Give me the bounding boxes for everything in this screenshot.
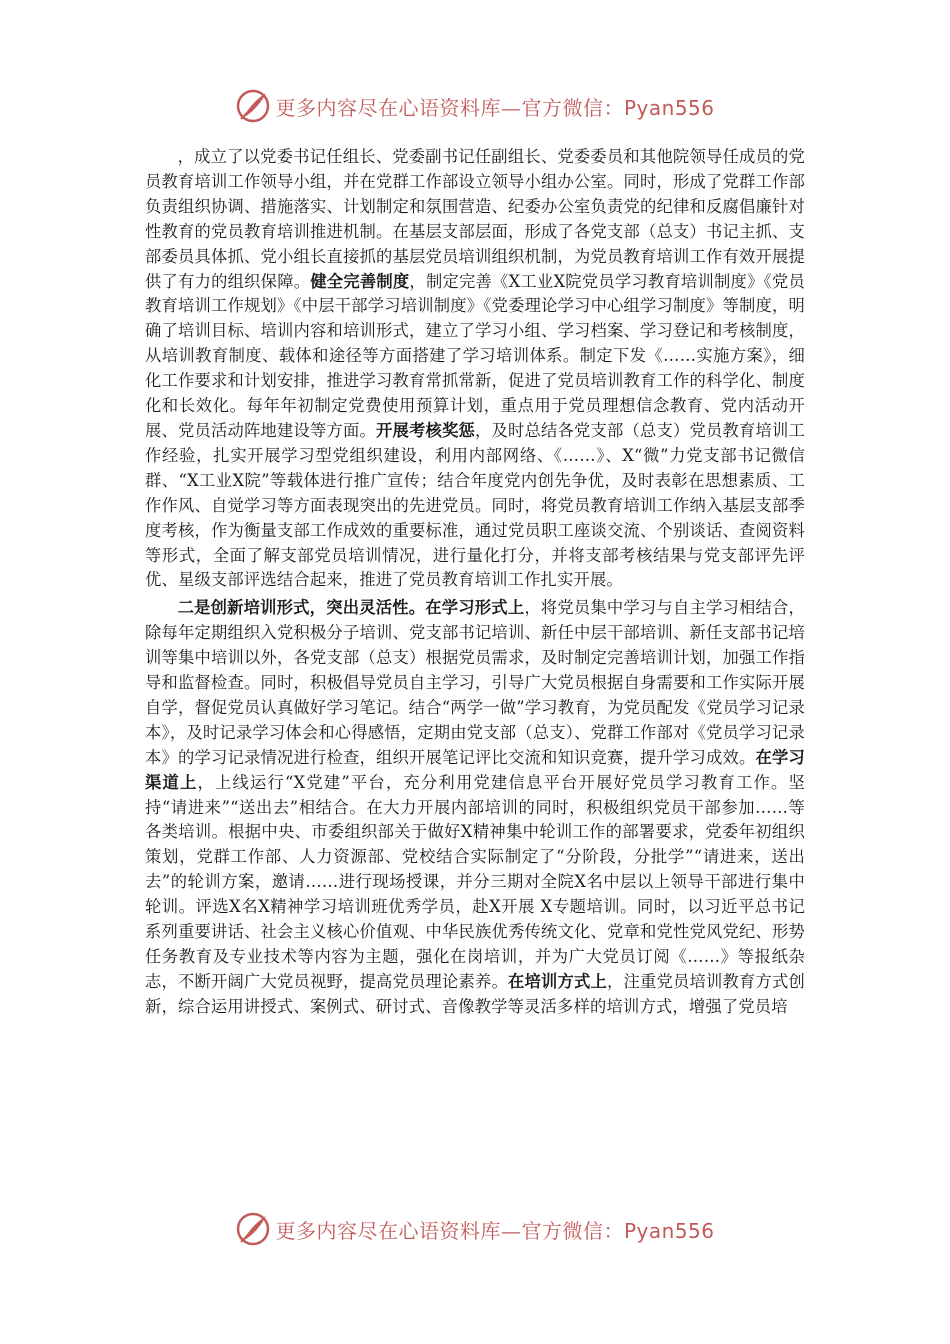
text-run: ，注重党员培训教育方式创新，综合运用讲授式、案例式、研讨式、音像教学等灵活多样的培训方式，增强了党员培 — [145, 971, 806, 1016]
wechat-id: Pyan556 — [623, 95, 715, 120]
watermark-banner-bottom — [0, 1209, 950, 1249]
text-run: ，将党员集中学习与自主学习相结合，除每年定期组织入党积极分子培训、党支部书记培训、新任中层干部培训、新任支部书记培训等集中培训以外，各党支部（总支）根据党员需求，及时制定完善培训计划，加强工作指导和监督检查。同时，积极倡导党员自主学习，引导广大党员根据自身需要和工作实际开展自学，督促党员认真做好学习笔记。结合“两学一做”学习教育，为党员配发《党员学习记录本》，及时记录学习体会和心得感悟，定期由党支部（总支）、党群工作部对《党员学习记录本》的学习记录情况进行检查，组织开展笔记评比交流和知识竞赛，提升学习成效。 — [145, 598, 806, 767]
bold-heading-run: 在学习渠道上 — [145, 747, 805, 792]
paragraph — [145, 145, 805, 593]
watermark-text: 更多内容尽在心语资料库—官方微信：Pyan556 — [275, 95, 715, 120]
text-run: ，及时总结各党支部（总支）党员教育培训工作经验，扎实开展学习型党组织建设，利用内部网络、《……》、X“微”力党支部书记微信群、“X工业X院”等载体进行推广宣传；结合年度党内创先争优，及时表彰在思想素质、工作作风、自觉学习等方面表现突出的先进党员。同时，将党员教育培训工作纳入基层支部季度考核，作为衡量支部工作成效的重要标准，通过党员职工座谈交流、个别谈话、查阅资料等形式，全面了解支部党员培训情况，进行量化打分，并将支部考核结果与党支部评先评优、星级支部评选结合起来，推进了党员教育培训工作扎实开展。 — [145, 420, 805, 590]
bold-heading-run: 健全完善制度 — [310, 271, 410, 291]
bold-heading-run: 二是创新培训形式，突出灵活性。在学习形式上 — [177, 598, 525, 618]
document-body — [145, 145, 805, 1020]
text-run: ，成立了以党委书记任组长、党委副书记任副组长、党委委员和其他院领导任成员的党员教育培训工作领导小组，并在党群工作部设立领导小组办公室。同时，形成了党群工作部负责组织协调、措施落实、计划制定和氛围营造、纪委办公室负责党的纪律和反腐倡廉针对性教育的党员教育培训推进机制。在基层支部层面，形成了各党支部（总支）书记主抓、支部委员具体抓、党小组长直接抓的基层党员培训组织机制，为党员教育培训工作有效开展提供了有力的组织保障。 — [145, 147, 805, 291]
bold-heading-run: 开展考核奖惩 — [376, 420, 475, 440]
text-run: ，上线运行“X党建”平台，充分利用党建信息平台开展好党员学习教育工作。坚持“请进来”“送出去”相结合。在大力开展内部培训的同时，积极组织党员干部参加……等各类培训。根据中央、市委组织部关于做好X精神集中轮训工作的部署要求，党委年初组织策划，党群工作部、人力资源部、党校结合实际制定了“分阶段，分批学”“请进来，送出去”的轮训方案，邀请……进行现场授课，并分三期对全院X名中层以上领导干部进行集中轮训。评选X名X精神学习培训班优秀学员，赴X开展 X专题培训。同时，以习近平总书记系列重要讲话、社会主义核心价值观、中华民族优秀传统文化、党章和党性党风党纪、形势任务教育及专业技术等内容为主题，强化在岗培训，并为广大党员订阅《……》等报纸杂志，不断开阔广大党员视野，提高党员理论素养。 — [145, 772, 805, 991]
wechat-id: Pyan556 — [623, 1218, 715, 1243]
bold-heading-run: 在培训方式上 — [508, 971, 608, 991]
watermark-banner-top — [0, 86, 950, 126]
paragraph — [145, 596, 805, 1019]
quill-logo-icon — [235, 1211, 271, 1247]
watermark-text: 更多内容尽在心语资料库—官方微信：Pyan556 — [275, 1218, 715, 1243]
quill-logo-icon — [235, 88, 271, 124]
text-run: ，制定完善《X工业X院党员学习教育培训制度》《党员教育培训工作规划》《中层干部学习培训制度》《党委理论学习中心组学习制度》等制度，明确了培训目标、培训内容和培训形式，建立了学习小组、学习档案、学习登记和考核制度，从培训教育制度、载体和途径等方面搭建了学习培训体系。制定下发《……实施方案》，细化工作要求和计划安排，推进学习教育常抓常新，促进了党员培训教育工作的科学化、制度化和长效化。每年年初制定党费使用预算计划，重点用于党员理想信念教育、党内活动开展、党员活动阵地建设等方面。 — [145, 271, 805, 440]
